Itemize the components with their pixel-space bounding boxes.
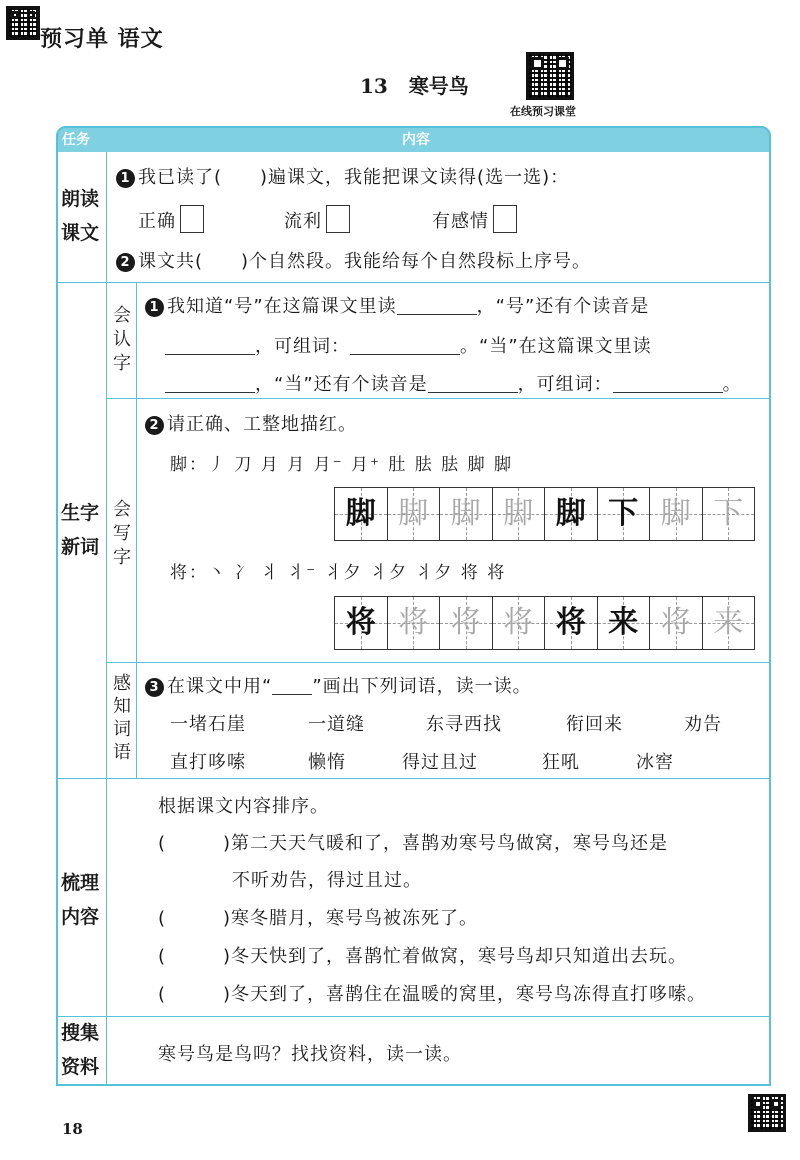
grid-cell[interactable]: 将 — [545, 597, 598, 649]
grid-cell[interactable]: 脚 — [388, 488, 441, 540]
grid-cell[interactable]: 脚 — [440, 488, 493, 540]
task-label-sorting: 梳理 内容 — [60, 872, 99, 928]
qr-caption: 在线预习课堂 — [510, 105, 576, 118]
answer-blank[interactable] — [397, 296, 477, 315]
table-header-content: 内容 — [402, 132, 430, 148]
sublabel-words: 感 知 词 语 — [113, 673, 131, 763]
word-item: 懒惰 — [308, 752, 346, 773]
grid-cell[interactable]: 下 — [598, 488, 651, 540]
grid-cell[interactable]: 将 — [388, 597, 441, 649]
answer-blank[interactable] — [428, 374, 518, 393]
tracing-grid-jiao[interactable] — [334, 487, 755, 541]
reading-option-expressive[interactable]: 有感情 — [432, 205, 517, 233]
sorting-item-2[interactable]: ( )寒冬腊月，寒号鸟被冻死了。 — [158, 908, 479, 929]
word-item: 劝告 — [684, 714, 722, 735]
recognize-line-1: 1 我知道“号”在这篇课文里读 ，“号”还有个读音是 — [145, 292, 649, 318]
column-divider — [106, 152, 107, 1086]
row-divider — [106, 662, 771, 663]
lesson-number: 13 — [360, 74, 388, 98]
grid-cell[interactable]: 下 — [703, 488, 755, 540]
sorting-item-4[interactable]: ( )冬天到了，喜鹊住在温暖的窝里，寒号鸟冻得直打哆嗦。 — [158, 984, 707, 1005]
table-header-task: 任务 — [62, 132, 90, 148]
corner-qr-code — [6, 6, 40, 40]
checkbox[interactable] — [493, 205, 517, 233]
word-item: 一道缝 — [308, 714, 365, 735]
grid-cell[interactable]: 来 — [598, 597, 651, 649]
lesson-name: 寒号鸟 — [408, 74, 469, 98]
page-header-title: 预习单 语文 — [40, 27, 164, 52]
answer-blank[interactable] — [165, 374, 255, 393]
reading-question-1: 1 我已读了( )遍课文，我能把课文读得(选一选)： — [116, 163, 569, 189]
stroke-order-jiao: 脚：丿 刀 月 月 月⁻ 月⁺ 肚 胠 胠 脚 脚 — [170, 455, 513, 475]
word-item: 直打哆嗦 — [170, 752, 246, 773]
task-label-research: 搜集 资料 — [60, 1022, 99, 1078]
grid-cell[interactable]: 脚 — [545, 488, 598, 540]
sorting-item-1[interactable]: ( )第二天天气暖和了，喜鹊劝寒号鸟做窝，寒号鸟还是 — [158, 833, 669, 854]
row-divider — [56, 282, 771, 283]
word-item: 东寻西找 — [426, 714, 502, 735]
lesson-qr-code[interactable] — [526, 52, 574, 100]
stroke-order-jiang: 将：丶 冫 丬 丬⁻ 丬夕 丬夕 丬夕 将 将 — [170, 563, 507, 583]
reading-question-2: 2 课文共( )个自然段。我能给每个自然段标上序号。 — [116, 247, 591, 273]
tracing-grid-jiang[interactable] — [334, 596, 755, 650]
sorting-item-1-cont: 不听劝告，得过且过。 — [232, 870, 422, 891]
grid-cell[interactable]: 将 — [335, 597, 388, 649]
sorting-item-3[interactable]: ( )冬天快到了，喜鹊忙着做窝，寒号鸟却只知道出去玩。 — [158, 946, 688, 967]
answer-blank[interactable] — [165, 336, 255, 355]
answer-blank[interactable] — [350, 336, 460, 355]
checkbox[interactable] — [326, 205, 350, 233]
words-instruction: 3 在课文中用“ ”画出下列词语，读一读。 — [145, 672, 532, 698]
row-divider — [56, 778, 771, 779]
footer-qr-code[interactable] — [748, 1094, 786, 1132]
task-label-characters: 生字 新词 — [60, 502, 99, 558]
reading-option-fluent[interactable]: 流利 — [284, 205, 350, 233]
grid-cell[interactable]: 来 — [703, 597, 755, 649]
answer-blank[interactable] — [613, 374, 723, 393]
row-divider — [106, 398, 771, 399]
word-item: 衔回来 — [566, 714, 623, 735]
grid-cell[interactable]: 脚 — [650, 488, 703, 540]
sorting-intro: 根据课文内容排序。 — [158, 796, 329, 817]
reading-option-correct[interactable]: 正确 — [138, 205, 204, 233]
write-instruction: 2 请正确、工整地描红。 — [145, 410, 357, 436]
checkbox[interactable] — [180, 205, 204, 233]
research-text: 寒号鸟是鸟吗？找找资料，读一读。 — [158, 1044, 462, 1065]
row-divider — [56, 1016, 771, 1017]
subcolumn-divider — [136, 282, 137, 778]
page-number: 18 — [62, 1120, 83, 1138]
recognize-line-2: ，可组词： 。“当”在这篇课文里读 — [165, 332, 652, 358]
grid-cell[interactable]: 脚 — [493, 488, 546, 540]
sublabel-recognize: 会 认 字 — [113, 305, 131, 374]
recognize-line-3: ，“当”还有个读音是 ，可组词： 。 — [165, 370, 742, 396]
grid-cell[interactable]: 将 — [650, 597, 703, 649]
task-label-reading: 朗读 课文 — [60, 188, 99, 244]
word-item: 一堵石崖 — [170, 714, 246, 735]
grid-cell[interactable]: 将 — [493, 597, 546, 649]
lesson-title — [360, 70, 469, 99]
word-item: 冰窖 — [636, 752, 674, 773]
word-item: 得过且过 — [402, 752, 478, 773]
word-item: 狂吼 — [542, 752, 580, 773]
grid-cell[interactable]: 脚 — [335, 488, 388, 540]
sublabel-write: 会 写 字 — [113, 499, 131, 568]
grid-cell[interactable]: 将 — [440, 597, 493, 649]
